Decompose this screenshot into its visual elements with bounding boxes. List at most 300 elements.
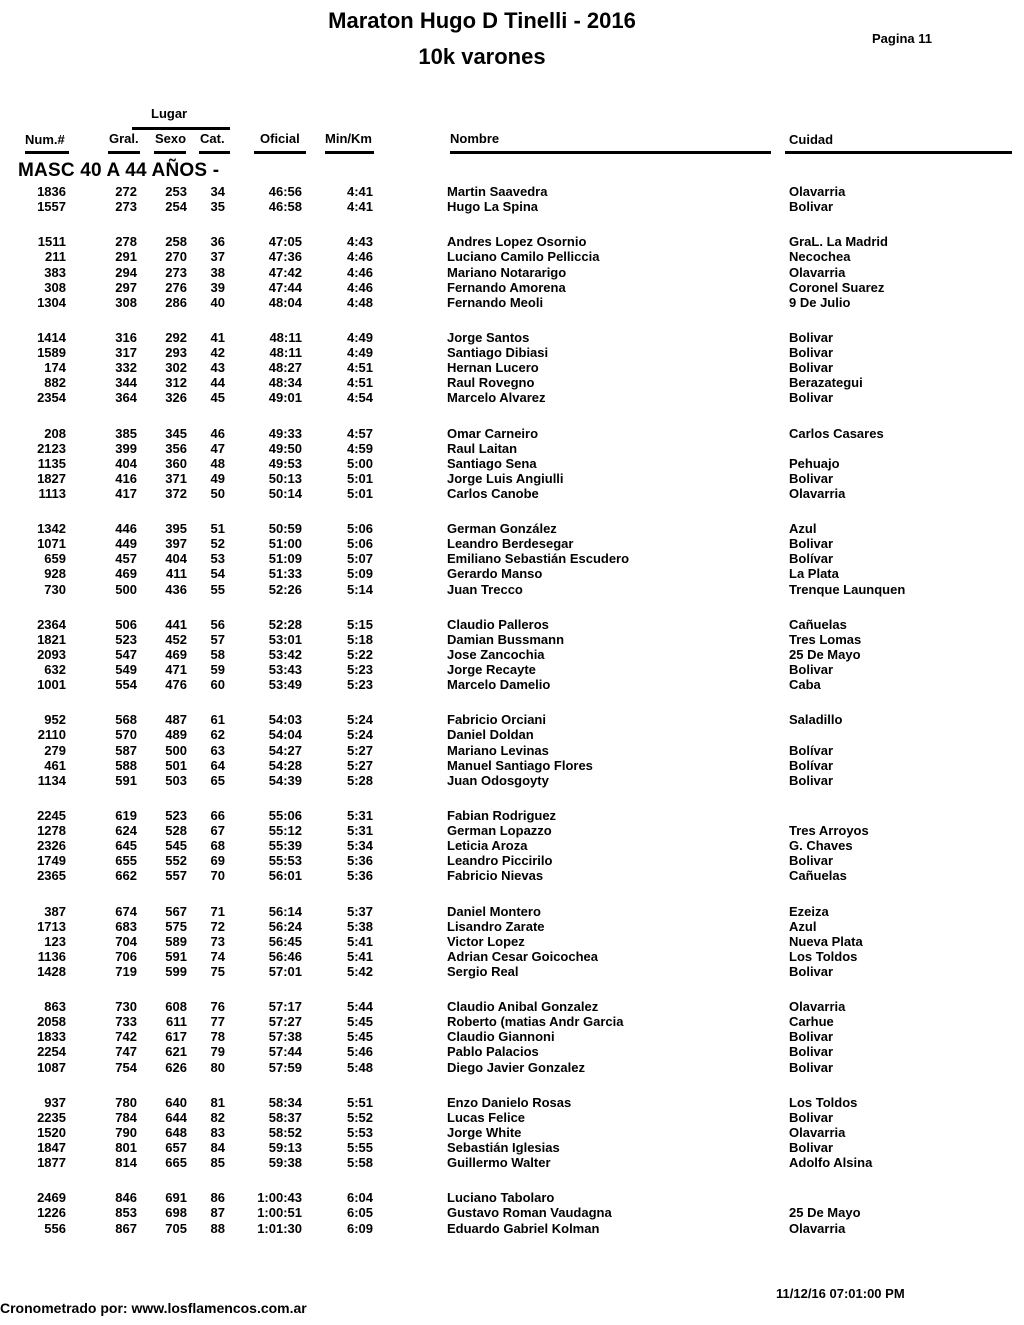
ciudad-cell: Olavarria (789, 999, 846, 1014)
cat-cell: 83 (210, 1125, 225, 1140)
minkm-cell: 5:22 (346, 647, 373, 662)
ciudad-cell: Coronel Suarez (789, 280, 885, 295)
table-row (0, 1155, 1024, 1170)
minkm-cell: 5:00 (346, 456, 373, 471)
gral-cell: 674 (115, 904, 137, 919)
gral-cell: 645 (115, 838, 137, 853)
sexo-cell: 611 (166, 1014, 187, 1029)
sexo-cell: 691 (165, 1190, 187, 1205)
table-row (0, 853, 1024, 868)
minkm-underline (325, 151, 374, 154)
nombre-cell: Victor Lopez (447, 934, 525, 949)
ciudad-cell: 25 De Mayo (789, 647, 861, 662)
cat-cell: 65 (210, 773, 225, 788)
ciudad-cell: Bolivar (789, 390, 834, 405)
minkm-cell: 5:45 (346, 1014, 373, 1029)
num-cell: 2110 (37, 727, 66, 742)
sexo-cell: 503 (165, 773, 187, 788)
gral-cell: 416 (115, 471, 137, 486)
gral-cell: 780 (115, 1095, 137, 1110)
num-cell: 2326 (37, 838, 66, 853)
num-cell: 2354 (37, 390, 66, 405)
minkm-cell: 5:01 (346, 486, 373, 501)
gral-cell: 568 (115, 712, 137, 727)
oficial-cell: 1:01:30 (257, 1221, 302, 1236)
cat-cell: 88 (210, 1221, 225, 1236)
minkm-cell: 5:06 (346, 521, 373, 536)
minkm-cell: 5:27 (346, 758, 373, 773)
nombre-cell: Hernan Lucero (447, 360, 539, 375)
gral-cell: 867 (115, 1221, 137, 1236)
table-row (0, 390, 1024, 405)
num-cell: 1749 (37, 853, 66, 868)
sexo-cell: 292 (165, 330, 187, 345)
nombre-cell: Fabian Rodriguez (447, 808, 557, 823)
ciudad-cell: Tres Lomas (789, 632, 862, 647)
nombre-cell: Claudio Palleros (447, 617, 549, 632)
ciudad-cell: Olavarria (789, 1125, 846, 1140)
sexo-cell: 698 (165, 1205, 187, 1220)
ciudad-cell: Necochea (789, 249, 851, 264)
minkm-cell: 5:42 (346, 964, 373, 979)
table-row (0, 1205, 1024, 1220)
ciudad-cell: Bolivar (789, 964, 834, 979)
gral-cell: 457 (115, 551, 137, 566)
num-cell: 1342 (37, 521, 66, 536)
oficial-cell: 48:11 (269, 345, 302, 360)
gral-cell: 662 (115, 868, 137, 883)
sexo-cell: 258 (165, 234, 187, 249)
ciudad-cell: Bolivar (789, 345, 834, 360)
cat-cell: 61 (210, 712, 225, 727)
gral-cell: 385 (115, 426, 137, 441)
oficial-cell: 59:38 (268, 1155, 302, 1170)
num-cell: 1135 (37, 456, 66, 471)
minkm-cell: 5:41 (346, 934, 373, 949)
col-header-cat: Cat. (200, 131, 225, 146)
nombre-cell: Claudio Anibal Gonzalez (447, 999, 599, 1014)
num-cell: 659 (44, 551, 66, 566)
lugar-underline (132, 127, 230, 130)
num-cell: 2254 (37, 1044, 66, 1059)
table-row (0, 234, 1024, 249)
oficial-cell: 57:44 (268, 1044, 302, 1059)
table-row (0, 295, 1024, 310)
minkm-cell: 4:48 (346, 295, 373, 310)
sexo-cell: 397 (165, 536, 187, 551)
nombre-cell: Omar Carneiro (447, 426, 539, 441)
oficial-cell: 1:00:51 (257, 1205, 302, 1220)
cat-cell: 40 (210, 295, 225, 310)
ciudad-cell: Bolivar (789, 536, 834, 551)
table-row (0, 662, 1024, 677)
oficial-cell: 58:37 (268, 1110, 302, 1125)
oficial-cell: 57:38 (268, 1029, 302, 1044)
minkm-cell: 5:23 (346, 662, 373, 677)
sexo-cell: 487 (165, 712, 187, 727)
minkm-cell: 5:52 (346, 1110, 373, 1125)
ciudad-cell: La Plata (789, 566, 839, 581)
oficial-cell: 46:58 (268, 199, 302, 214)
num-cell: 123 (44, 934, 66, 949)
cat-cell: 82 (210, 1110, 225, 1125)
cat-cell: 39 (210, 280, 225, 295)
nombre-cell: Fabricio Orciani (447, 712, 546, 727)
oficial-cell: 48:27 (268, 360, 302, 375)
oficial-cell: 50:59 (268, 521, 302, 536)
ciudad-cell: Bolivar (789, 1110, 834, 1125)
oficial-cell: 55:53 (268, 853, 302, 868)
num-cell: 1713 (37, 919, 66, 934)
cat-cell: 75 (210, 964, 225, 979)
ciudad-cell: Bolivar (789, 773, 834, 788)
sexo-cell: 302 (165, 360, 187, 375)
nombre-cell: Luciano Camilo Pelliccia (447, 249, 600, 264)
nombre-cell: Adrian Cesar Goicochea (447, 949, 598, 964)
sexo-cell: 476 (165, 677, 187, 692)
gral-cell: 523 (115, 632, 137, 647)
ciudad-cell: Tres Arroyos (789, 823, 869, 838)
gral-cell: 747 (115, 1044, 137, 1059)
num-cell: 882 (44, 375, 66, 390)
sexo-cell: 253 (165, 184, 187, 199)
gral-cell: 588 (115, 758, 137, 773)
ciudad-cell: Cañuelas (789, 868, 847, 883)
table-row (0, 582, 1024, 597)
oficial-cell: 53:43 (268, 662, 302, 677)
cat-cell: 53 (210, 551, 225, 566)
sexo-cell: 589 (165, 934, 187, 949)
gral-cell: 500 (115, 582, 137, 597)
sexo-cell: 557 (165, 868, 187, 883)
nombre-cell: Gerardo Manso (447, 566, 543, 581)
sexo-cell: 552 (165, 853, 187, 868)
cat-cell: 67 (210, 823, 225, 838)
oficial-cell: 57:59 (268, 1060, 302, 1075)
sexo-underline (154, 151, 186, 154)
category-heading: MASC 40 A 44 AÑOS - (18, 160, 220, 181)
gral-cell: 332 (115, 360, 137, 375)
cat-cell: 66 (210, 808, 225, 823)
cat-cell: 71 (210, 904, 225, 919)
table-row (0, 265, 1024, 280)
minkm-cell: 4:49 (346, 330, 373, 345)
gral-cell: 364 (115, 390, 137, 405)
gral-cell: 853 (115, 1205, 137, 1220)
minkm-cell: 5:44 (346, 999, 373, 1014)
gral-underline (108, 151, 140, 154)
minkm-cell: 4:46 (346, 280, 373, 295)
minkm-cell: 5:07 (346, 551, 373, 566)
page-title: Maraton Hugo D Tinelli - 2016 (328, 8, 636, 33)
oficial-cell: 55:39 (268, 838, 302, 853)
num-cell: 383 (44, 265, 66, 280)
sexo-cell: 312 (165, 375, 187, 390)
sexo-cell: 286 (165, 295, 187, 310)
cat-cell: 69 (210, 853, 225, 868)
oficial-cell: 54:04 (268, 727, 302, 742)
num-cell: 1071 (37, 536, 66, 551)
sexo-cell: 411 (166, 566, 187, 581)
gral-cell: 549 (115, 662, 137, 677)
sexo-cell: 360 (165, 456, 187, 471)
nombre-cell: Martin Saavedra (447, 184, 548, 199)
minkm-cell: 5:38 (346, 919, 373, 934)
table-row (0, 1060, 1024, 1075)
oficial-cell: 56:14 (268, 904, 302, 919)
gral-cell: 719 (115, 964, 137, 979)
nombre-cell: Guillermo Walter (447, 1155, 551, 1170)
table-row (0, 934, 1024, 949)
num-cell: 1821 (37, 632, 66, 647)
oficial-cell: 46:56 (268, 184, 302, 199)
sexo-cell: 528 (165, 823, 187, 838)
nombre-cell: Juan Trecco (447, 582, 523, 597)
num-cell: 308 (44, 280, 66, 295)
oficial-cell: 53:42 (268, 647, 302, 662)
sexo-cell: 452 (165, 632, 187, 647)
num-cell: 211 (45, 249, 66, 264)
ciudad-cell: Olavarria (789, 1221, 846, 1236)
oficial-cell: 58:52 (268, 1125, 302, 1140)
sexo-cell: 608 (165, 999, 187, 1014)
ciudad-cell: Pehuajo (789, 456, 840, 471)
oficial-cell: 51:00 (268, 536, 302, 551)
nombre-cell: Marcelo Damelio (447, 677, 551, 692)
ciudad-cell: 25 De Mayo (789, 1205, 861, 1220)
ciudad-cell: Azul (789, 521, 817, 536)
table-row (0, 1221, 1024, 1236)
sexo-cell: 372 (165, 486, 187, 501)
oficial-cell: 57:17 (268, 999, 302, 1014)
ciudad-cell: Berazategui (789, 375, 863, 390)
ciudad-cell: Azul (789, 919, 817, 934)
minkm-cell: 4:57 (346, 426, 373, 441)
num-cell: 2058 (37, 1014, 66, 1029)
ciudad-cell: Bolivar (789, 330, 834, 345)
col-header-num: Num.# (25, 132, 65, 147)
sexo-cell: 326 (165, 390, 187, 405)
minkm-cell: 4:46 (346, 249, 373, 264)
nombre-cell: Eduardo Gabriel Kolman (447, 1221, 600, 1236)
cat-cell: 43 (210, 360, 225, 375)
oficial-cell: 56:46 (268, 949, 302, 964)
ciudad-cell: Bolivar (789, 662, 834, 677)
table-row (0, 647, 1024, 662)
num-cell: 952 (44, 712, 66, 727)
nombre-cell: Jorge White (447, 1125, 522, 1140)
table-row (0, 471, 1024, 486)
oficial-cell: 47:44 (268, 280, 302, 295)
cat-cell: 60 (210, 677, 225, 692)
ciudad-cell: Bolivar (789, 1029, 834, 1044)
sexo-cell: 665 (165, 1155, 187, 1170)
ciudad-cell: Caba (789, 677, 821, 692)
sexo-cell: 254 (165, 199, 187, 214)
gral-cell: 547 (115, 647, 137, 662)
table-row (0, 823, 1024, 838)
oficial-cell: 54:27 (268, 743, 302, 758)
gral-cell: 742 (115, 1029, 137, 1044)
sexo-cell: 705 (165, 1221, 187, 1236)
nombre-cell: Diego Javier Gonzalez (447, 1060, 585, 1075)
cat-cell: 74 (210, 949, 225, 964)
nombre-cell: Sebastián Iglesias (447, 1140, 560, 1155)
cat-cell: 34 (210, 184, 225, 199)
oficial-cell: 1:00:43 (257, 1190, 302, 1205)
minkm-cell: 5:09 (346, 566, 373, 581)
gral-cell: 308 (115, 295, 137, 310)
table-row (0, 566, 1024, 581)
sexo-cell: 626 (165, 1060, 187, 1075)
table-row (0, 345, 1024, 360)
cat-cell: 35 (210, 199, 225, 214)
gral-cell: 449 (115, 536, 137, 551)
table-row (0, 1140, 1024, 1155)
sexo-cell: 599 (165, 964, 187, 979)
minkm-cell: 4:51 (346, 360, 373, 375)
table-row (0, 1110, 1024, 1125)
minkm-cell: 5:46 (346, 1044, 373, 1059)
cat-cell: 62 (210, 727, 225, 742)
oficial-cell: 48:11 (269, 330, 302, 345)
minkm-cell: 5:48 (346, 1060, 373, 1075)
minkm-cell: 5:14 (346, 582, 373, 597)
num-cell: 461 (44, 758, 66, 773)
nombre-cell: Jorge Luis Angiulli (447, 471, 564, 486)
sexo-cell: 523 (165, 808, 187, 823)
table-row (0, 199, 1024, 214)
table-row (0, 521, 1024, 536)
table-row (0, 486, 1024, 501)
sexo-cell: 293 (165, 345, 187, 360)
sexo-cell: 575 (165, 919, 187, 934)
table-row (0, 808, 1024, 823)
ciudad-cell: Olavarria (789, 265, 846, 280)
sexo-cell: 648 (165, 1125, 187, 1140)
num-cell: 1833 (37, 1029, 66, 1044)
table-row (0, 1095, 1024, 1110)
ciudad-cell: Bolivar (789, 199, 834, 214)
cat-cell: 54 (210, 566, 225, 581)
num-cell: 1520 (37, 1125, 66, 1140)
oficial-cell: 56:24 (268, 919, 302, 934)
num-cell: 2365 (37, 868, 66, 883)
table-row (0, 758, 1024, 773)
oficial-cell: 55:12 (268, 823, 302, 838)
gral-cell: 344 (115, 375, 137, 390)
num-cell: 1511 (37, 234, 66, 249)
sexo-cell: 644 (165, 1110, 187, 1125)
table-row (0, 999, 1024, 1014)
cat-cell: 81 (210, 1095, 225, 1110)
table-row (0, 617, 1024, 632)
cat-cell: 58 (210, 647, 225, 662)
oficial-cell: 47:05 (268, 234, 302, 249)
nombre-cell: Lisandro Zarate (447, 919, 545, 934)
minkm-cell: 5:18 (346, 632, 373, 647)
cat-cell: 45 (210, 390, 225, 405)
minkm-cell: 5:58 (346, 1155, 373, 1170)
num-cell: 2123 (37, 441, 66, 456)
cat-cell: 59 (210, 662, 225, 677)
minkm-cell: 5:36 (346, 853, 373, 868)
num-cell: 1113 (38, 486, 66, 501)
ciudad-cell: Bolivar (789, 471, 834, 486)
gral-cell: 730 (115, 999, 137, 1014)
oficial-cell: 51:09 (268, 551, 302, 566)
num-cell: 863 (44, 999, 66, 1014)
nombre-cell: Luciano Tabolaro (447, 1190, 555, 1205)
gral-cell: 706 (115, 949, 137, 964)
ciudad-cell: Saladillo (789, 712, 843, 727)
cat-cell: 84 (210, 1140, 225, 1155)
sexo-cell: 276 (165, 280, 187, 295)
oficial-cell: 57:01 (268, 964, 302, 979)
nombre-cell: Raul Laitan (447, 441, 518, 456)
gral-cell: 317 (115, 345, 137, 360)
num-cell: 556 (44, 1221, 66, 1236)
num-cell: 387 (44, 904, 66, 919)
sexo-cell: 567 (165, 904, 187, 919)
gral-cell: 790 (115, 1125, 137, 1140)
oficial-cell: 56:01 (268, 868, 302, 883)
cat-cell: 36 (210, 234, 225, 249)
nombre-cell: Hugo La Spina (447, 199, 538, 214)
table-row (0, 280, 1024, 295)
nombre-cell: Jose Zancochia (447, 647, 545, 662)
table-row (0, 330, 1024, 345)
cat-cell: 85 (210, 1155, 225, 1170)
minkm-cell: 5:45 (346, 1029, 373, 1044)
minkm-cell: 4:59 (346, 441, 373, 456)
gral-cell: 754 (115, 1060, 137, 1075)
table-row (0, 360, 1024, 375)
cat-cell: 77 (210, 1014, 225, 1029)
cat-cell: 55 (210, 582, 225, 597)
nombre-cell: Andres Lopez Osornio (447, 234, 587, 249)
nombre-cell: Leandro Piccirilo (447, 853, 553, 868)
oficial-cell: 49:01 (268, 390, 302, 405)
sexo-cell: 617 (165, 1029, 187, 1044)
minkm-cell: 5:24 (346, 727, 373, 742)
nombre-cell: Sergio Real (447, 964, 519, 979)
oficial-cell: 54:39 (268, 773, 302, 788)
oficial-underline (254, 151, 306, 154)
cat-cell: 76 (210, 999, 225, 1014)
gral-cell: 297 (115, 280, 137, 295)
minkm-cell: 5:24 (346, 712, 373, 727)
minkm-cell: 5:53 (346, 1125, 373, 1140)
gral-cell: 683 (115, 919, 137, 934)
num-cell: 1134 (37, 773, 66, 788)
nombre-cell: Pablo Palacios (447, 1044, 539, 1059)
num-cell: 1836 (37, 184, 66, 199)
num-cell: 1278 (37, 823, 66, 838)
oficial-cell: 48:34 (268, 375, 302, 390)
gral-cell: 404 (115, 456, 137, 471)
oficial-cell: 49:33 (268, 426, 302, 441)
cat-cell: 70 (210, 868, 225, 883)
gral-cell: 801 (115, 1140, 137, 1155)
ciudad-cell: Los Toldos (789, 949, 858, 964)
ciudad-cell: Carhue (789, 1014, 834, 1029)
print-timestamp: 11/12/16 07:01:00 PM (776, 1286, 905, 1301)
oficial-cell: 52:26 (268, 582, 302, 597)
num-cell: 1557 (37, 199, 66, 214)
cat-cell: 72 (210, 919, 225, 934)
cat-cell: 38 (210, 265, 225, 280)
